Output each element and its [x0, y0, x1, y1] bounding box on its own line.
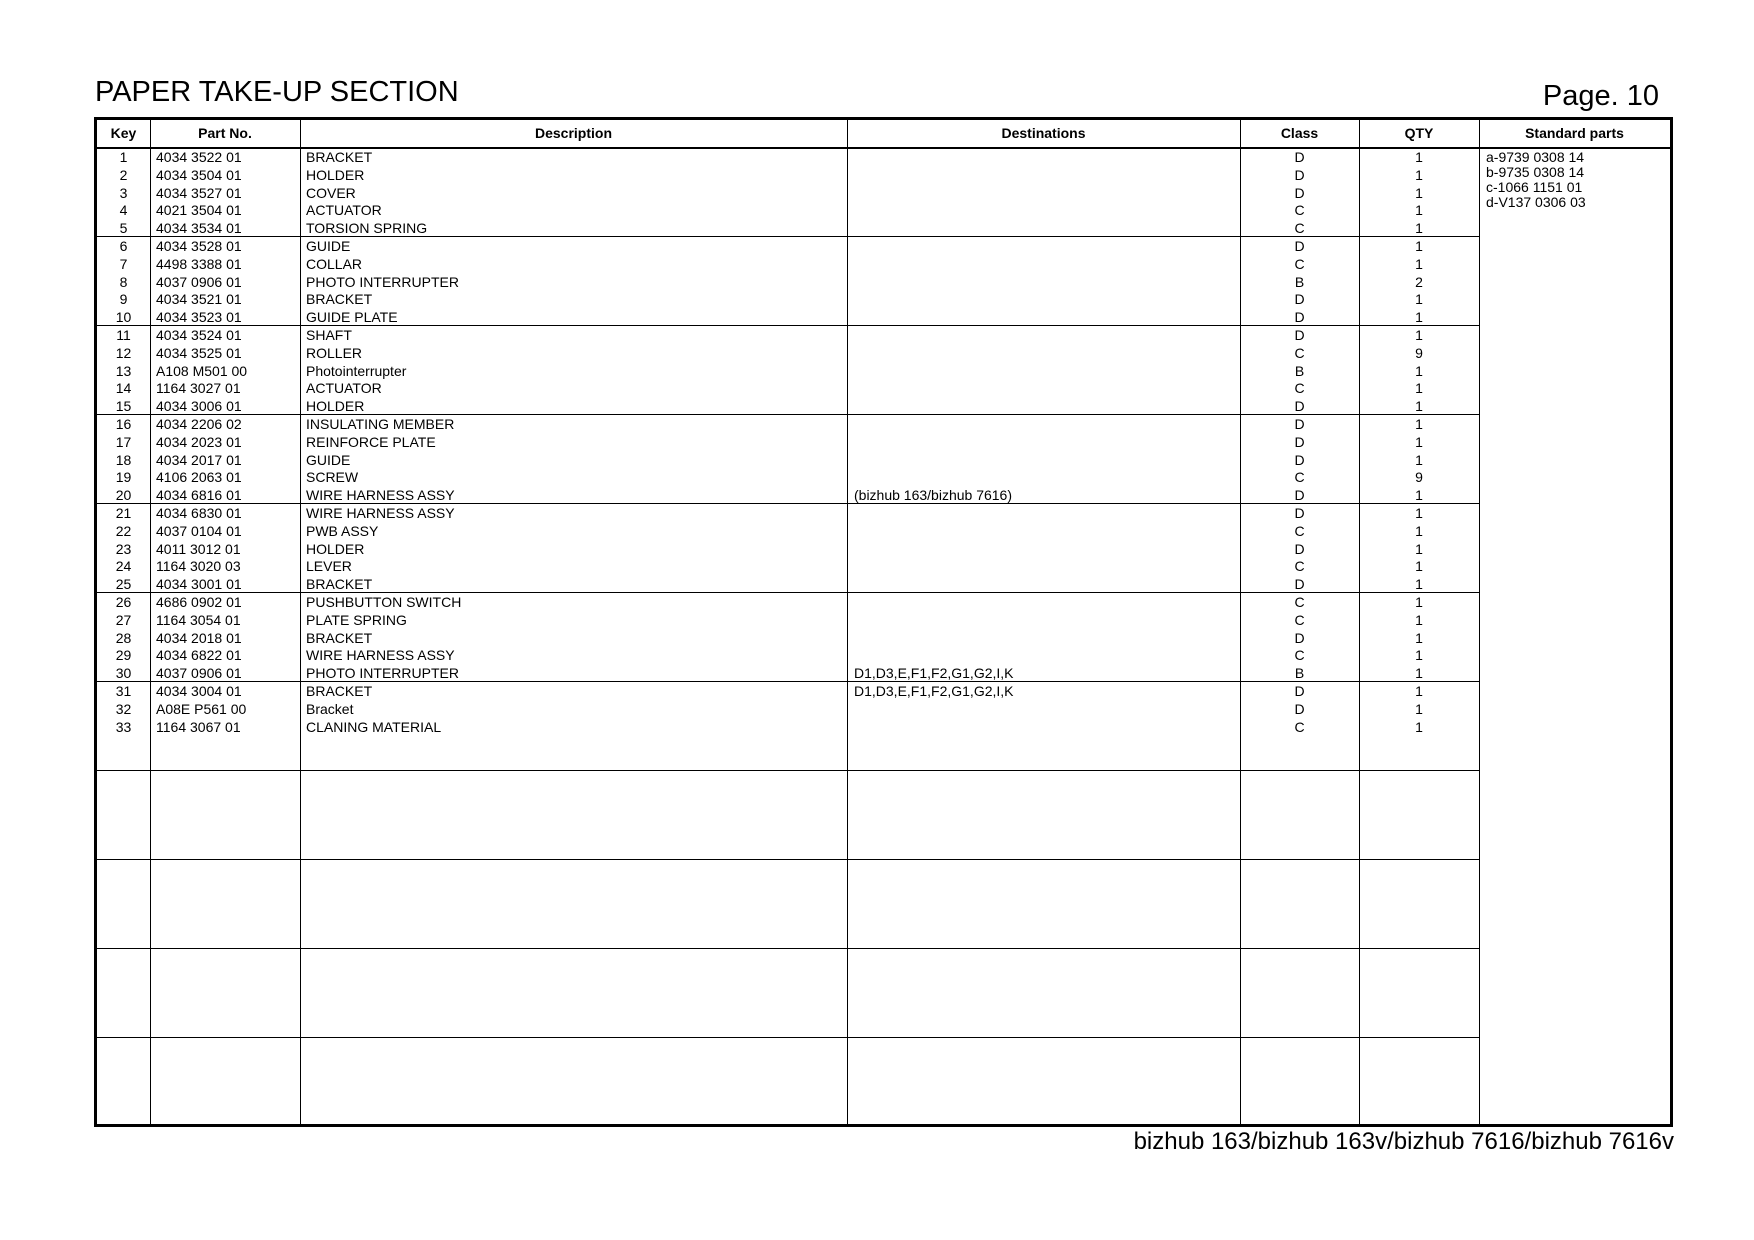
part-no-cell: 4034 3001 01 [156, 576, 242, 593]
class-cell: B [1294, 362, 1305, 379]
class-cell: C [1294, 594, 1305, 610]
key-cell: 29 [115, 647, 132, 664]
table-row [97, 701, 1479, 719]
class-cell: C [1294, 202, 1305, 219]
table-row [97, 452, 1479, 470]
part-no-cell: 4106 2063 01 [156, 469, 242, 486]
description-cell: Bracket [306, 700, 354, 717]
qty-cell: 1 [1415, 416, 1423, 432]
header-key: Key [110, 125, 137, 141]
qty-cell: 1 [1415, 665, 1423, 682]
description-cell: BRACKET [306, 576, 373, 593]
description-cell: HOLDER [306, 398, 365, 415]
table-row [97, 167, 1479, 185]
key-cell: 17 [115, 433, 132, 450]
class-cell: C [1294, 611, 1305, 628]
part-no-cell: 4034 6822 01 [156, 647, 242, 664]
description-cell: GUIDE [306, 238, 351, 254]
page-title: PAPER TAKE-UP SECTION [95, 76, 459, 108]
key-cell: 11 [116, 327, 131, 343]
part-no-cell: 4034 6816 01 [156, 487, 242, 504]
class-cell: C [1294, 380, 1305, 397]
key-cell: 7 [119, 255, 128, 272]
table-row [97, 630, 1479, 648]
class-cell: D [1294, 487, 1305, 504]
header-part-no: Part No. [198, 125, 252, 141]
table-row [97, 345, 1479, 363]
key-cell: 15 [115, 398, 132, 415]
description-cell: PHOTO INTERRUPTER [306, 273, 459, 290]
qty-cell: 1 [1415, 487, 1423, 504]
part-no-cell: 1164 3054 01 [156, 611, 241, 628]
description-cell: Photointerrupter [306, 362, 407, 379]
class-cell: D [1294, 309, 1305, 326]
qty-cell: 1 [1415, 238, 1423, 254]
part-no-cell: 4011 3012 01 [156, 540, 241, 557]
description-cell: LEVER [306, 558, 352, 575]
key-cell: 2 [119, 166, 128, 183]
key-cell: 3 [119, 184, 128, 201]
description-cell: BRACKET [306, 683, 373, 699]
qty-cell: 1 [1415, 433, 1423, 450]
standard-parts-list [1486, 150, 1586, 210]
qty-cell: 1 [1415, 594, 1423, 610]
description-cell: ROLLER [306, 344, 363, 361]
header-destinations: Destinations [1001, 125, 1086, 141]
class-cell: D [1294, 540, 1305, 557]
part-no-cell: 4037 0906 01 [156, 665, 242, 682]
part-no-cell: 4034 2206 02 [156, 416, 242, 432]
qty-cell: 1 [1415, 629, 1423, 646]
class-cell: D [1294, 700, 1305, 717]
key-cell: 26 [115, 594, 132, 610]
description-cell: CLANING MATERIAL [306, 718, 442, 735]
key-cell: 21 [115, 505, 132, 521]
key-cell: 1 [119, 149, 128, 165]
group-divider [97, 948, 1479, 949]
qty-cell: 1 [1415, 540, 1423, 557]
qty-cell: 1 [1415, 683, 1423, 699]
destinations-cell: D1,D3,E,F1,F2,G1,G2,I,K [854, 683, 1014, 699]
page-number: Page. 10 [1542, 80, 1659, 112]
table-row [97, 719, 1479, 737]
qty-cell: 1 [1415, 398, 1423, 415]
group-divider [97, 770, 1479, 771]
table-row [97, 309, 1479, 327]
key-cell: 4 [119, 202, 128, 219]
table-row [97, 612, 1479, 630]
description-cell: BRACKET [306, 291, 373, 308]
description-cell: TORSION SPRING [306, 220, 428, 237]
class-cell: D [1294, 184, 1305, 201]
part-no-cell: 1164 3020 03 [156, 558, 241, 575]
table-row [97, 469, 1479, 487]
class-cell: D [1294, 451, 1305, 468]
part-no-cell: 4034 3504 01 [156, 166, 242, 183]
part-no-cell: 4498 3388 01 [156, 255, 242, 272]
part-no-cell: 4034 3527 01 [156, 184, 242, 201]
qty-cell: 1 [1415, 362, 1423, 379]
part-no-cell: 4034 2023 01 [156, 433, 242, 450]
part-no-cell: 4034 3524 01 [156, 327, 242, 343]
description-cell: BRACKET [306, 629, 373, 646]
key-cell: 10 [115, 309, 132, 326]
key-cell: 8 [119, 273, 128, 290]
qty-cell: 1 [1415, 202, 1423, 219]
qty-cell: 1 [1415, 576, 1423, 593]
part-no-cell: 4034 3525 01 [156, 344, 242, 361]
qty-cell: 1 [1415, 451, 1423, 468]
description-cell: COLLAR [306, 255, 363, 272]
description-cell: HOLDER [306, 540, 365, 557]
description-cell: ACTUATOR [306, 380, 382, 397]
class-cell: C [1294, 255, 1305, 272]
description-cell: WIRE HARNESS ASSY [306, 487, 455, 504]
class-cell: D [1294, 505, 1305, 521]
table-row [97, 363, 1479, 381]
qty-cell: 1 [1415, 380, 1423, 397]
key-cell: 31 [115, 683, 132, 699]
group-divider [97, 859, 1479, 860]
key-cell: 28 [115, 629, 132, 646]
key-cell: 25 [115, 576, 132, 593]
qty-cell: 1 [1415, 309, 1423, 326]
part-no-cell: 4034 2017 01 [156, 451, 242, 468]
key-cell: 12 [115, 344, 132, 361]
part-no-cell: A08E P561 00 [156, 700, 247, 717]
key-cell: 16 [115, 416, 132, 432]
footer-models: bizhub 163/bizhub 163v/bizhub 7616/bizhub 7616v [1133, 1128, 1674, 1155]
part-no-cell: 4034 3006 01 [156, 398, 242, 415]
class-cell: B [1294, 665, 1305, 682]
description-cell: PLATE SPRING [306, 611, 407, 628]
table-row [97, 505, 1479, 523]
part-no-cell: 1164 3067 01 [156, 718, 241, 735]
table-row [97, 327, 1479, 345]
description-cell: GUIDE [306, 451, 351, 468]
part-no-cell: 4021 3504 01 [156, 202, 242, 219]
col-divider [1479, 120, 1480, 1124]
key-cell: 20 [115, 487, 132, 504]
class-cell: D [1294, 683, 1305, 699]
key-cell: 33 [115, 718, 132, 735]
table-row [97, 256, 1479, 274]
part-no-cell: 4034 2018 01 [156, 629, 242, 646]
key-cell: 32 [115, 700, 132, 717]
qty-cell: 1 [1415, 718, 1423, 735]
class-cell: C [1294, 469, 1305, 486]
qty-cell: 1 [1415, 522, 1423, 539]
description-cell: PUSHBUTTON SWITCH [306, 594, 462, 610]
class-cell: D [1294, 398, 1305, 415]
qty-cell: 1 [1415, 611, 1423, 628]
description-cell: REINFORCE PLATE [306, 433, 436, 450]
class-cell: D [1294, 416, 1305, 432]
key-cell: 22 [115, 522, 132, 539]
description-cell: SCREW [306, 469, 359, 486]
key-cell: 5 [119, 220, 128, 237]
part-no-cell: 4034 3534 01 [156, 220, 242, 237]
description-cell: GUIDE PLATE [306, 309, 398, 326]
qty-cell: 1 [1415, 291, 1423, 308]
key-cell: 9 [119, 291, 128, 308]
class-cell: D [1294, 238, 1305, 254]
part-no-cell: 4034 3528 01 [156, 238, 242, 254]
description-cell: ACTUATOR [306, 202, 382, 219]
description-cell: INSULATING MEMBER [306, 416, 455, 432]
table-row [97, 238, 1479, 256]
table-row [97, 683, 1479, 701]
description-cell: HOLDER [306, 166, 365, 183]
part-no-cell: 4034 6830 01 [156, 505, 242, 521]
class-cell: C [1294, 220, 1305, 237]
description-cell: PHOTO INTERRUPTER [306, 665, 459, 682]
description-cell: WIRE HARNESS ASSY [306, 647, 455, 664]
table-row [97, 523, 1479, 541]
table-row [97, 220, 1479, 238]
group-divider [97, 1037, 1479, 1038]
table-row [97, 274, 1479, 292]
qty-cell: 1 [1415, 255, 1423, 272]
part-no-cell: A108 M501 00 [156, 362, 248, 379]
class-cell: D [1294, 166, 1305, 183]
header-standard-parts: Standard parts [1525, 125, 1624, 141]
key-cell: 14 [115, 380, 132, 397]
qty-cell: 2 [1415, 273, 1423, 290]
class-cell: C [1294, 558, 1305, 575]
header-description: Description [534, 125, 612, 141]
table-row [97, 665, 1479, 683]
table-row [97, 647, 1479, 665]
class-cell: C [1294, 718, 1305, 735]
qty-cell: 1 [1415, 327, 1423, 343]
qty-cell: 1 [1415, 184, 1423, 201]
part-no-cell: 4037 0906 01 [156, 273, 242, 290]
qty-cell: 9 [1415, 344, 1423, 361]
description-cell: PWB ASSY [306, 522, 379, 539]
standard-part: b-9735 0308 14 [1486, 164, 1585, 180]
part-no-cell: 4034 3521 01 [156, 291, 242, 308]
class-cell: D [1294, 327, 1305, 343]
table-row [97, 576, 1479, 594]
key-cell: 18 [115, 451, 132, 468]
table-row [97, 202, 1479, 220]
class-cell: C [1294, 647, 1305, 664]
class-cell: D [1294, 629, 1305, 646]
table-row [97, 149, 1479, 167]
qty-cell: 1 [1415, 149, 1423, 165]
standard-part: a-9739 0308 14 [1486, 149, 1585, 165]
table-row [97, 487, 1479, 505]
qty-cell: 1 [1415, 505, 1423, 521]
qty-cell: 1 [1415, 647, 1423, 664]
description-cell: SHAFT [306, 327, 352, 343]
parts-table [94, 117, 1673, 1127]
key-cell: 13 [115, 362, 132, 379]
key-cell: 27 [115, 611, 132, 628]
table-row [97, 434, 1479, 452]
part-no-cell: 1164 3027 01 [156, 380, 241, 397]
description-cell: BRACKET [306, 149, 373, 165]
key-cell: 30 [115, 665, 132, 682]
class-cell: D [1294, 576, 1305, 593]
description-cell: COVER [306, 184, 356, 201]
key-cell: 6 [119, 238, 128, 254]
destinations-cell: D1,D3,E,F1,F2,G1,G2,I,K [854, 665, 1014, 682]
class-cell: D [1294, 291, 1305, 308]
class-cell: C [1294, 344, 1305, 361]
table-row [97, 416, 1479, 434]
qty-cell: 9 [1415, 469, 1423, 486]
table-row [97, 594, 1479, 612]
standard-part: c-1066 1151 01 [1486, 179, 1583, 195]
class-cell: B [1294, 273, 1305, 290]
description-cell: WIRE HARNESS ASSY [306, 505, 455, 521]
part-no-cell: 4034 3004 01 [156, 683, 242, 699]
class-cell: C [1294, 522, 1305, 539]
part-no-cell: 4037 0104 01 [156, 522, 242, 539]
class-cell: D [1294, 149, 1305, 165]
table-row [97, 541, 1479, 559]
key-cell: 24 [115, 558, 132, 575]
header-qty: QTY [1404, 125, 1434, 141]
qty-cell: 1 [1415, 166, 1423, 183]
part-no-cell: 4686 0902 01 [156, 594, 242, 610]
key-cell: 23 [115, 540, 132, 557]
table-row [97, 380, 1479, 398]
table-row [97, 558, 1479, 576]
qty-cell: 1 [1415, 700, 1423, 717]
table-row [97, 185, 1479, 203]
header-class: Class [1280, 125, 1319, 141]
qty-cell: 1 [1415, 220, 1423, 237]
table-row [97, 398, 1479, 416]
key-cell: 19 [115, 469, 132, 486]
table-row [97, 291, 1479, 309]
part-no-cell: 4034 3522 01 [156, 149, 242, 165]
destinations-cell: (bizhub 163/bizhub 7616) [854, 487, 1013, 504]
part-no-cell: 4034 3523 01 [156, 309, 242, 326]
standard-part: d-V137 0306 03 [1486, 194, 1586, 210]
class-cell: D [1294, 433, 1305, 450]
qty-cell: 1 [1415, 558, 1423, 575]
